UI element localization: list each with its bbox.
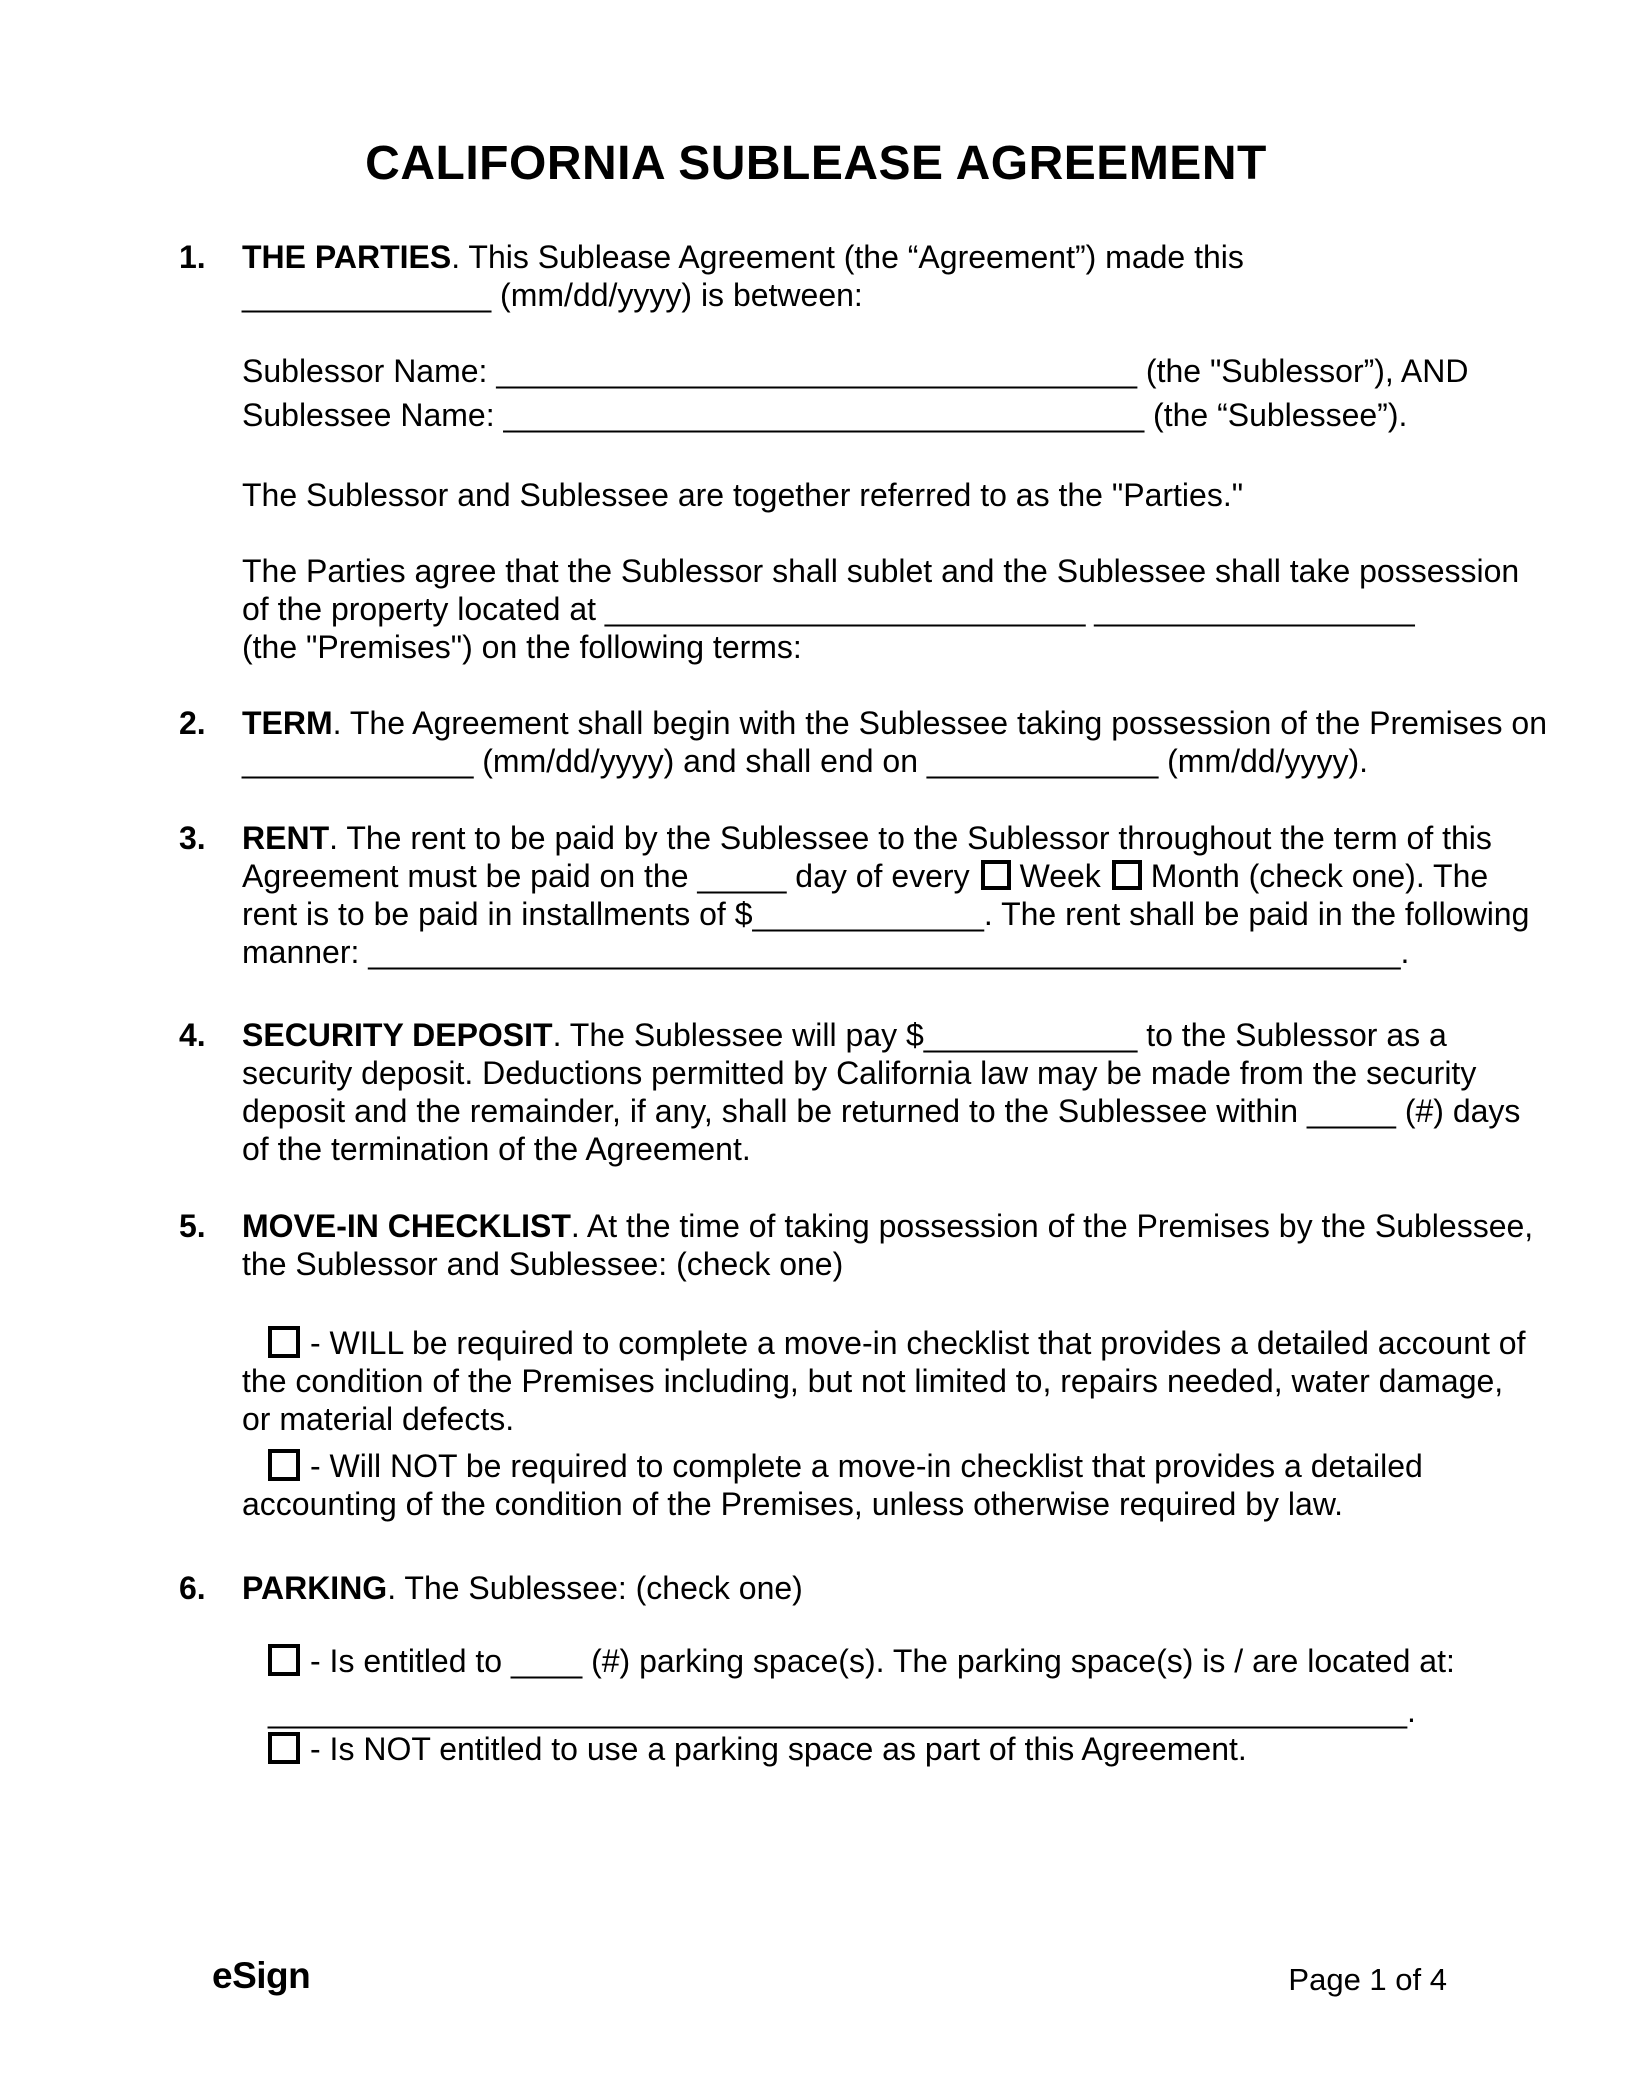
- sublessor-name-label: Sublessor Name:: [242, 353, 488, 389]
- rent-line-1: RENT. The rent to be paid by the Sublessee to the Sublessor throughout the term of this: [242, 820, 1492, 856]
- deposit-line-1: SECURITY DEPOSIT. The Sublessee will pay $____________ to the Sublessor as a: [242, 1017, 1447, 1053]
- rent-amount-line: rent is to be paid in installments of $_____________. The rent shall be paid in the following: [242, 896, 1530, 932]
- esign-logo: eSign: [212, 1955, 311, 1996]
- month-checkbox[interactable]: [1112, 860, 1142, 890]
- deposit-line-3: deposit and the remainder, if any, shall be returned to the Sublessee within _____ (#) days: [242, 1093, 1521, 1129]
- will-checkbox[interactable]: [268, 1326, 300, 1358]
- section-number: 1.: [179, 239, 206, 275]
- movein-line-1: MOVE-IN CHECKLIST. At the time of taking possession of the Premises by the Sublessee,: [242, 1208, 1534, 1244]
- sublessor-suffix: (the "Sublessor”), AND: [1145, 353, 1469, 389]
- rent-manner-blank-field[interactable]: __________________________________________________________: [368, 934, 1401, 970]
- sublessor-name-blank-field[interactable]: ____________________________________: [496, 353, 1138, 389]
- section-heading: SECURITY DEPOSIT: [242, 1017, 553, 1053]
- section-the-parties: [179, 238, 1520, 666]
- will-checklist-option: - WILL be required to complete a move-in checklist that provides a detailed account of: [268, 1324, 1459, 1362]
- section-heading: PARKING: [242, 1570, 388, 1606]
- section-number: 2.: [179, 705, 206, 741]
- section-parking: [179, 1569, 1459, 1768]
- property-address-line: of the property located at ___________________________ __________________: [242, 591, 1415, 627]
- sublessee-name-line: [242, 396, 1459, 434]
- rent-manner-line: manner: __________________________________________________________.: [242, 934, 1410, 970]
- section-security-deposit: [179, 1016, 1521, 1168]
- will-option-wrap-line: the condition of the Premises including, but not limited to, repairs needed, water damage,: [242, 1363, 1504, 1399]
- parties-together-line: The Sublessor and Sublessee are together referred to as the "Parties.": [242, 477, 1244, 513]
- not-entitled-checkbox[interactable]: [268, 1732, 300, 1764]
- parking-location-blank-field[interactable]: ________________________________________________________________: [268, 1693, 1407, 1729]
- section-term: [179, 704, 1547, 780]
- sublessor-name-line: [242, 352, 1469, 390]
- section-rent: [179, 819, 1530, 971]
- deposit-line-2: security deposit. Deductions permitted by California law may be made from the security: [242, 1055, 1477, 1091]
- section-move-in-checklist: [179, 1207, 1534, 1523]
- parties-intro-line-1: THE PARTIES. This Sublease Agreement (the “Agreement”) made this: [242, 239, 1244, 275]
- will-option-wrap-line: or material defects.: [242, 1401, 515, 1437]
- document-title: CALIFORNIA SUBLEASE AGREEMENT: [365, 137, 1267, 190]
- term-line-1: TERM. The Agreement shall begin with the Sublessee taking possession of the Premises on: [242, 705, 1547, 741]
- rent-frequency-line: Agreement must be paid on the _____ day of every Week Month (check one). The: [242, 858, 1489, 894]
- will-not-checklist-option: - Will NOT be required to complete a move-in checklist that provides a detailed: [268, 1447, 1459, 1485]
- week-checkbox[interactable]: [981, 860, 1011, 890]
- parking-entitled-option: - Is entitled to ____ (#) parking space(s). The parking space(s) is / are located at:: [268, 1642, 1459, 1680]
- property-address-blank-field[interactable]: ___________________________ __________________: [604, 591, 1415, 627]
- term-dates-line: _____________ (mm/dd/yyyy) and shall end on _____________ (mm/dd/yyyy).: [242, 743, 1369, 779]
- movein-line-2: the Sublessor and Sublessee: (check one): [242, 1246, 844, 1282]
- sublessee-suffix: (the “Sublessee”).: [1153, 397, 1408, 433]
- sublessee-name-blank-field[interactable]: ____________________________________: [503, 397, 1145, 433]
- section-number: 4.: [179, 1017, 206, 1053]
- parking-not-entitled-option: - Is NOT entitled to use a parking space as part of this Agreement.: [268, 1730, 1459, 1768]
- section-heading: THE PARTIES: [242, 239, 452, 275]
- entitled-checkbox[interactable]: [268, 1644, 300, 1676]
- section-number: 6.: [179, 1570, 206, 1606]
- sublessee-name-label: Sublessee Name:: [242, 397, 495, 433]
- section-number: 3.: [179, 820, 206, 856]
- document-body: [179, 238, 1547, 1768]
- page-indicator: Page 1 of 4: [1288, 1962, 1447, 1997]
- will-not-checkbox[interactable]: [268, 1449, 300, 1481]
- parties-agree-paragraph: The Parties agree that the Sublessor shall sublet and the Sublessee shall take possession of the property located at ___________________________ __________________ (the "Premises") on the following terms:: [242, 553, 1520, 665]
- section-number: 5.: [179, 1208, 206, 1244]
- parties-date-blank-line: ______________ (mm/dd/yyyy) is between:: [242, 277, 863, 313]
- section-heading: TERM: [242, 705, 333, 741]
- parking-line-1: PARKING. The Sublessee: (check one): [242, 1570, 803, 1606]
- deposit-line-4: of the termination of the Agreement.: [242, 1131, 751, 1167]
- section-heading: MOVE-IN CHECKLIST: [242, 1208, 571, 1244]
- will-not-option-wrap-line: accounting of the condition of the Premises, unless otherwise required by law.: [242, 1486, 1344, 1522]
- parking-location-line: ________________________________________________________________.: [268, 1693, 1416, 1729]
- section-heading: RENT: [242, 820, 330, 856]
